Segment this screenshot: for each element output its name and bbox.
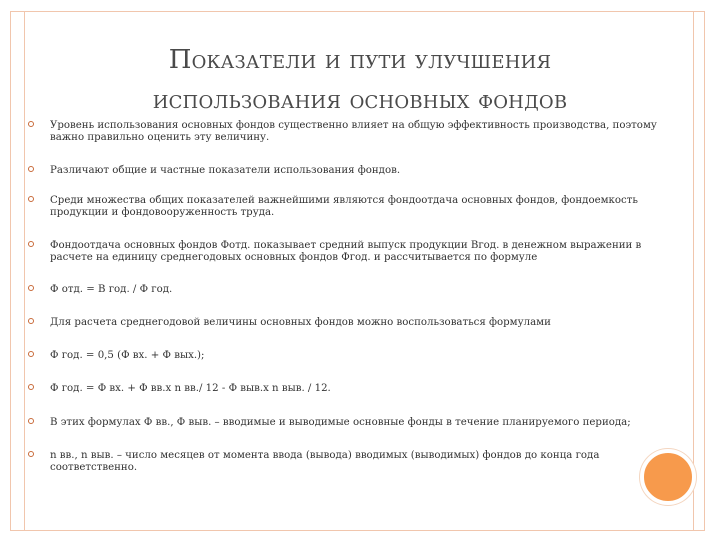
bullet-icon [28,351,34,357]
title-line-2: использования основных фондов [152,85,568,115]
bullet-icon [28,121,34,127]
bullet-icon [28,241,34,247]
decorative-circle [640,449,696,505]
bullet-icon [28,166,34,172]
bullet-icon [28,318,34,324]
bullet-icon [28,418,34,424]
bullet-icon [28,196,34,202]
bullet-icon [28,451,34,457]
bullet-icon [28,285,34,291]
title-line-1: Показатели и пути улучшения [168,45,552,75]
bullet-icon [28,384,34,390]
slide-title [0,40,720,120]
